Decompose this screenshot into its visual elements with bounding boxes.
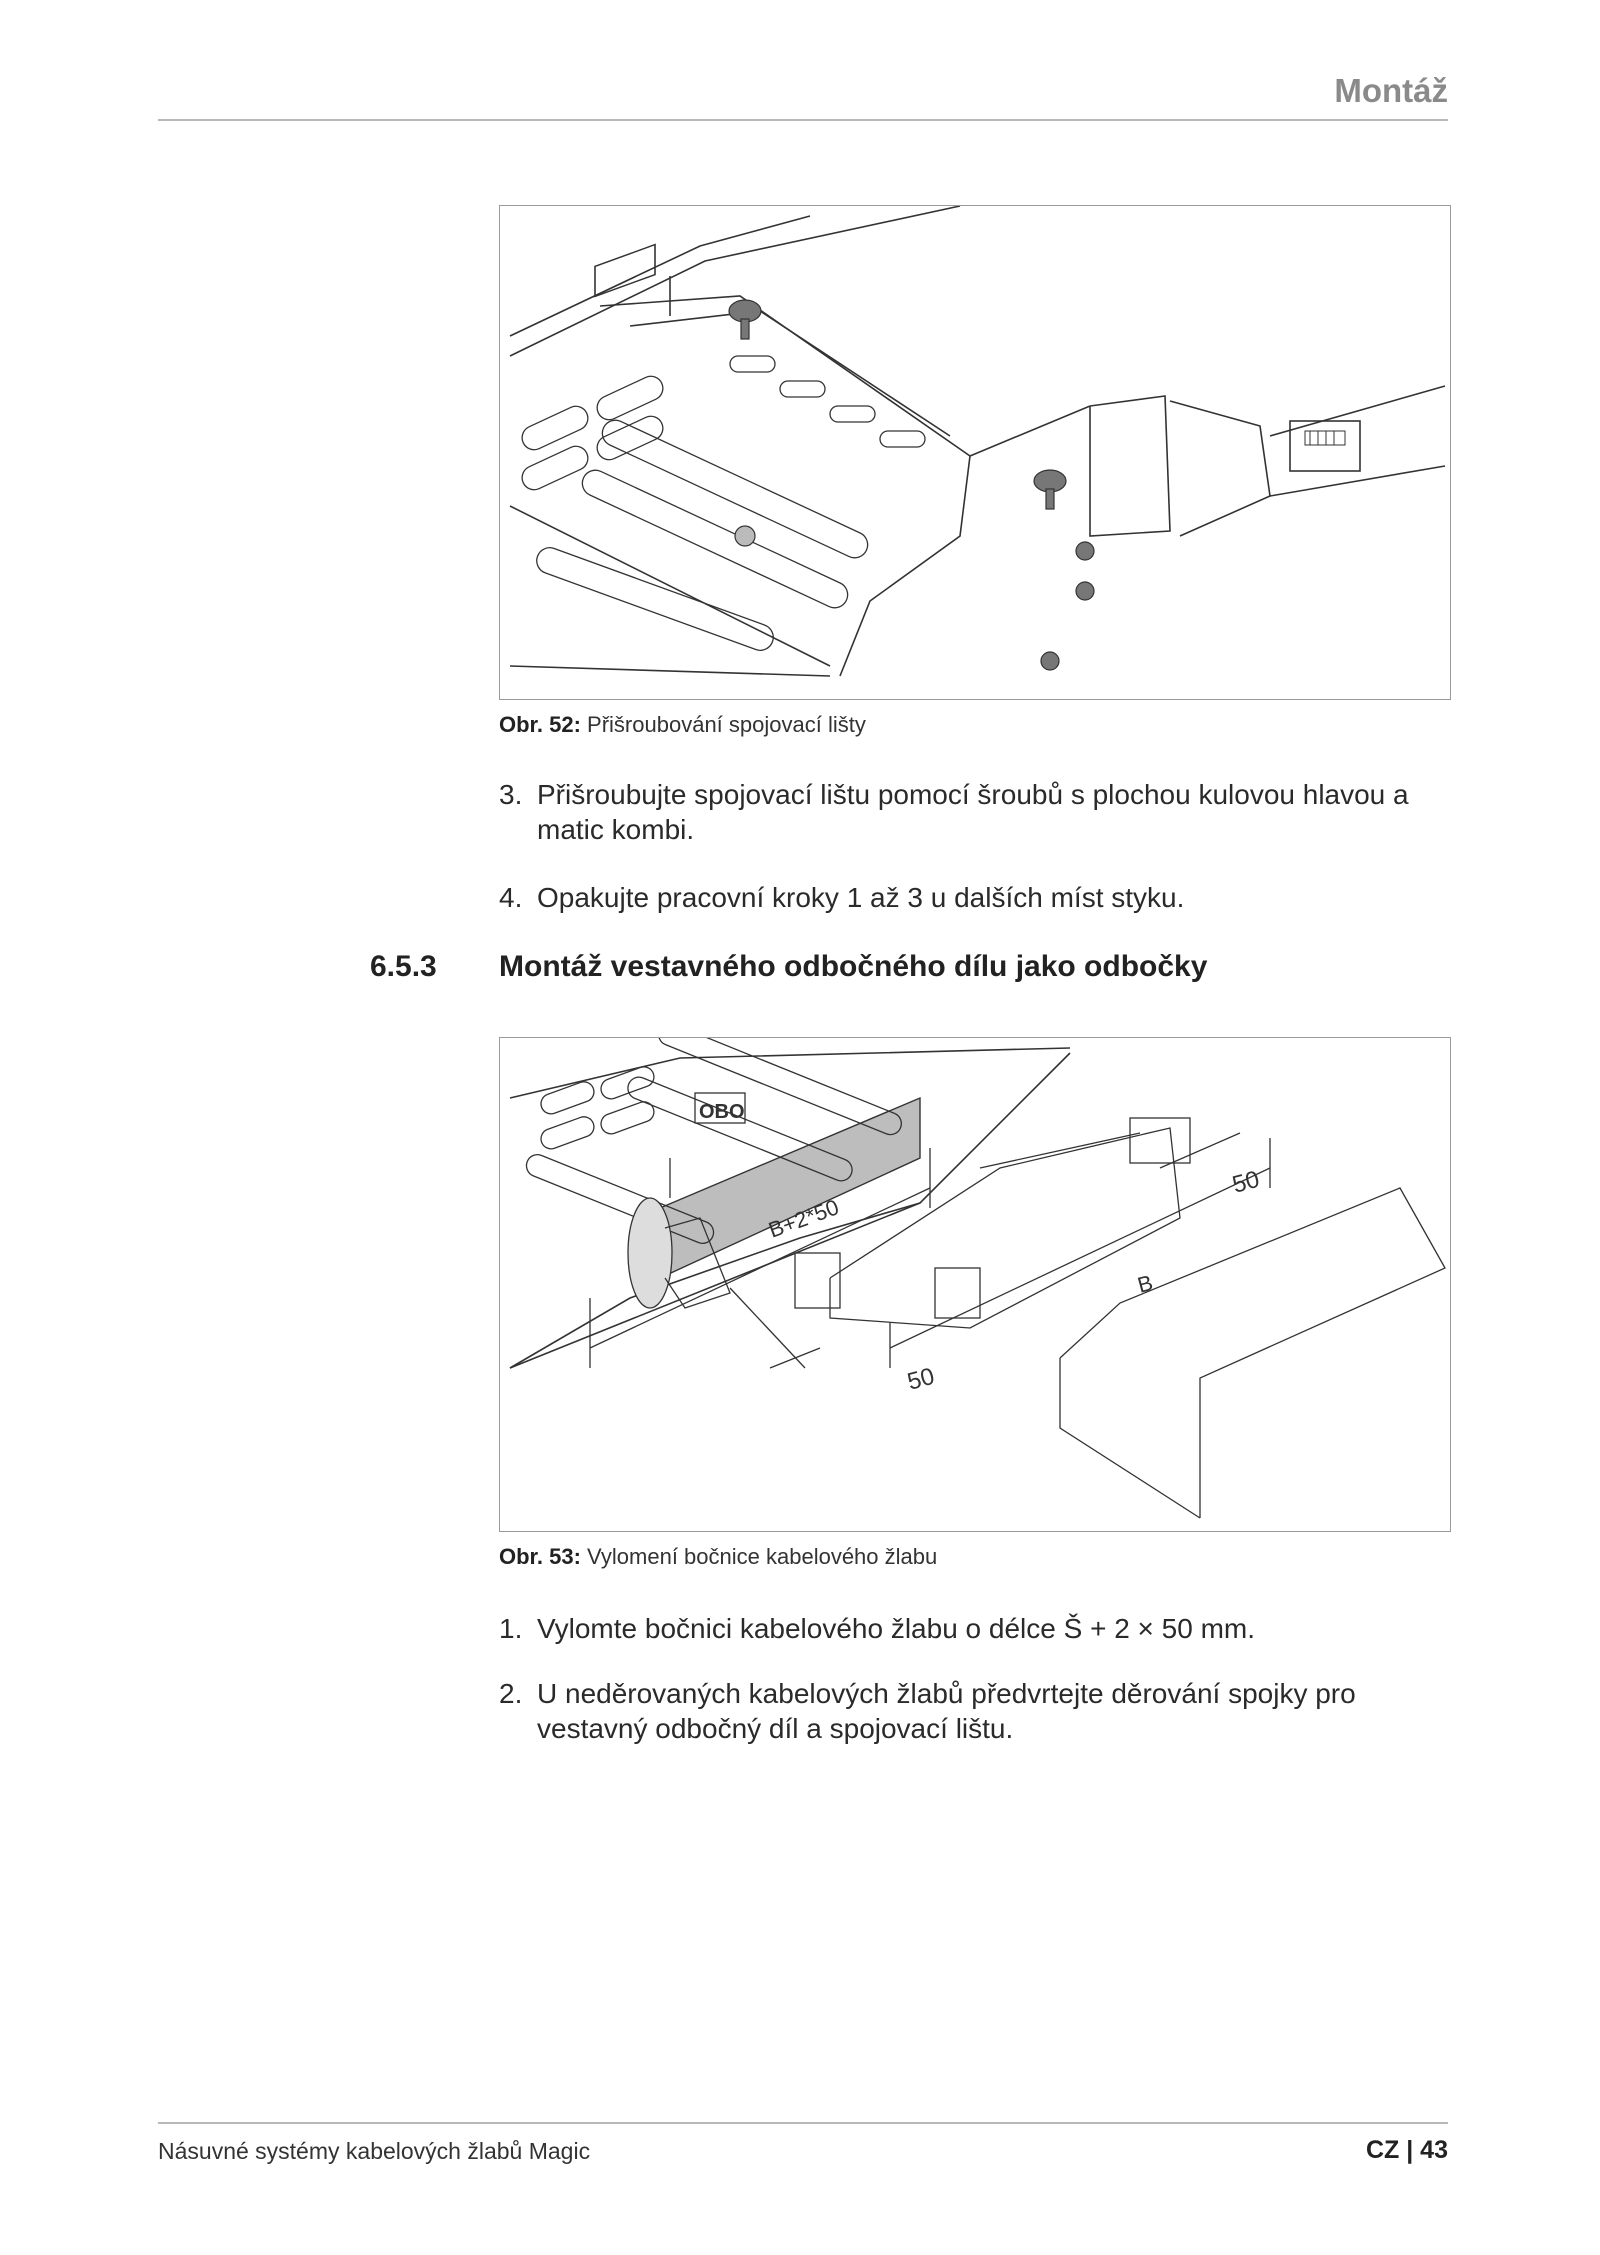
- step-number: 2.: [499, 1678, 523, 1709]
- step-number: 4.: [499, 882, 523, 913]
- dim-label-b-plus-2x50: B+2*50: [765, 1194, 843, 1243]
- step-text: Přišroubujte spojovací lištu pomocí šroubů s plochou kulovou hlavou a matic kombi.: [537, 779, 1409, 845]
- figure-52-illustration: [499, 205, 1451, 700]
- step-text: Vylomte bočnici kabelového žlabu o délce Š + 2 × 50 mm.: [537, 1613, 1256, 1644]
- step-number: 3.: [499, 779, 523, 810]
- figure-53-caption: [499, 1544, 937, 1570]
- header-rule: [158, 119, 1448, 121]
- dim-label-50-right: 50: [1229, 1165, 1263, 1199]
- figure-52-caption: [499, 712, 866, 738]
- step-4: [499, 880, 1459, 915]
- step-3: [499, 777, 1459, 847]
- step-text: Opakujte pracovní kroky 1 až 3 u dalších míst styku.: [537, 882, 1185, 913]
- figure-52-caption-text: Přišroubování spojovací lišty: [587, 712, 866, 737]
- step-1: [499, 1611, 1459, 1646]
- tray-connector-drawing: [500, 206, 1450, 699]
- figure-53-caption-text: Vylomení bočnice kabelového žlabu: [587, 1544, 938, 1569]
- step-text: U neděrovaných kabelových žlabů předvrtejte děrování spojky pro vestavný odbočný díl a spojovací lištu.: [537, 1678, 1356, 1744]
- section-number: 6.5.3: [370, 950, 437, 983]
- footer-rule: [158, 2122, 1448, 2124]
- branch-piece-drawing: [500, 1038, 1450, 1531]
- footer-document-title: Násuvné systémy kabelových žlabů Magic: [158, 2138, 591, 2164]
- section-title: Montáž vestavného odbočného dílu jako odbočky: [499, 950, 1208, 983]
- figure-53-illustration: [499, 1037, 1451, 1532]
- page-header-title: Montáž: [1334, 72, 1448, 109]
- step-2: [499, 1676, 1459, 1746]
- dim-label-b: B: [1134, 1269, 1156, 1298]
- obo-brand-mark: OBO: [699, 1101, 745, 1123]
- step-number: 1.: [499, 1613, 523, 1644]
- figure-53-caption-label: Obr. 53:: [499, 1544, 581, 1569]
- dim-label-50-left: 50: [904, 1362, 938, 1396]
- footer-page-number: CZ | 43: [1365, 2136, 1448, 2164]
- figure-52-caption-label: Obr. 52:: [499, 712, 581, 737]
